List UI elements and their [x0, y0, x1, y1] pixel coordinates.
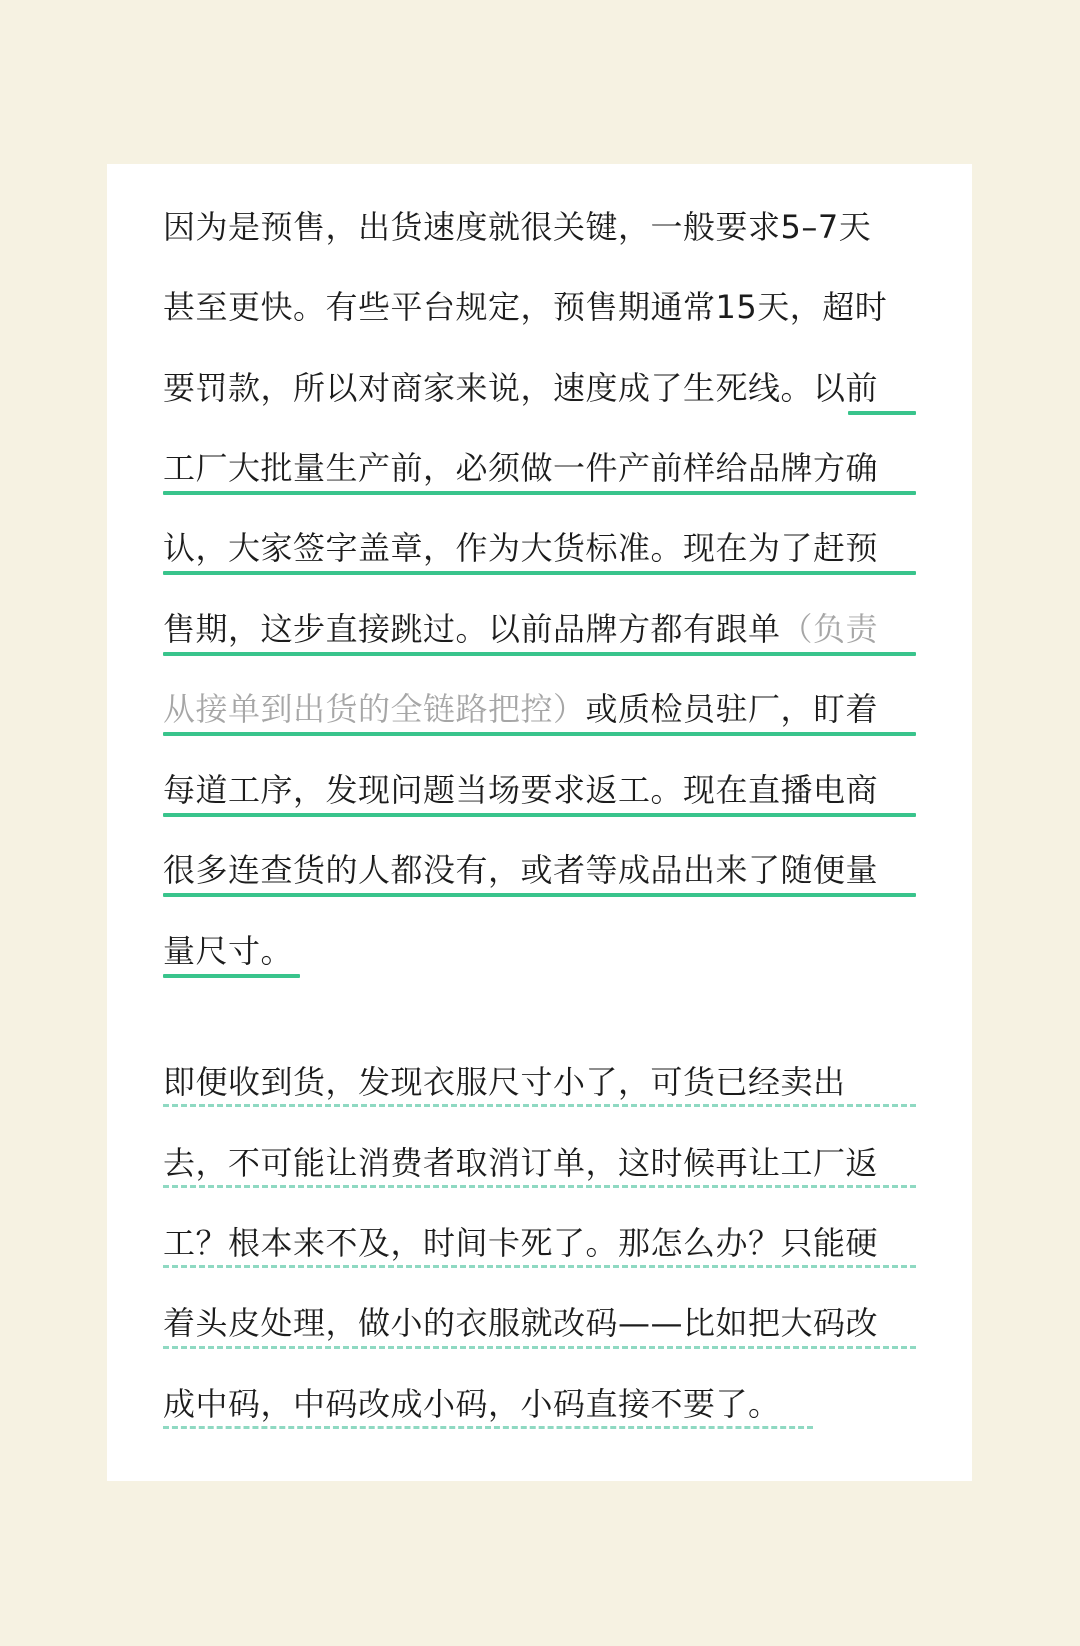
dotted-underline-line: 去，不可能让消费者取消订单，这时候再让工厂返 [163, 1144, 879, 1182]
text-line: 甚至更快。有些平台规定，预售期通常15天，超时 [163, 288, 888, 326]
annotation-text: （负责 [780, 610, 879, 648]
dashed-underline [163, 1426, 813, 1429]
highlight-underline [163, 732, 916, 736]
highlighted-line: 售期，这步直接跳过。以前品牌方都有跟单（负责 [163, 610, 879, 648]
dashed-underline [163, 1104, 916, 1107]
highlight-underline [163, 571, 916, 575]
annotation-text: 从接单到出货的全链路把控） [163, 690, 586, 728]
highlight-underline [163, 652, 916, 656]
dotted-underline-line: 工？根本来不及，时间卡死了。那怎么办？只能硬 [163, 1224, 879, 1262]
dotted-underline-line: 即便收到货，发现衣服尺寸小了，可货已经卖出 [163, 1063, 846, 1101]
dotted-underline-line: 成中码，中码改成小码，小码直接不要了。 [163, 1385, 781, 1423]
highlight-underline [163, 491, 916, 495]
highlight-underline [163, 974, 300, 978]
highlighted-line: 每道工序，发现问题当场要求返工。现在直播电商 [163, 771, 879, 809]
text-line: 因为是预售，出货速度就很关键，一般要求5–7天 [163, 208, 872, 246]
highlight-start: 以前 [813, 369, 879, 407]
dashed-underline [163, 1265, 916, 1268]
dotted-underline-line: 着头皮处理，做小的衣服就改码——比如把大码改 [163, 1304, 879, 1342]
dashed-underline [163, 1346, 916, 1349]
highlighted-line: 认，大家签字盖章，作为大货标准。现在为了赶预 [163, 529, 879, 567]
text-line: 要罚款，所以对商家来说，速度成了生死线。以前 [163, 369, 879, 407]
highlighted-line: 工厂大批量生产前，必须做一件产前样给品牌方确 [163, 449, 879, 487]
highlight-underline [163, 893, 916, 897]
highlighted-line: 很多连查货的人都没有，或者等成品出来了随便量 [163, 851, 879, 889]
highlighted-line: 从接单到出货的全链路把控）或质检员驻厂，盯着 [163, 690, 879, 728]
dashed-underline [163, 1185, 916, 1188]
highlight-underline [848, 411, 916, 415]
highlighted-line: 量尺寸。 [163, 932, 294, 970]
highlight-underline [163, 813, 916, 817]
